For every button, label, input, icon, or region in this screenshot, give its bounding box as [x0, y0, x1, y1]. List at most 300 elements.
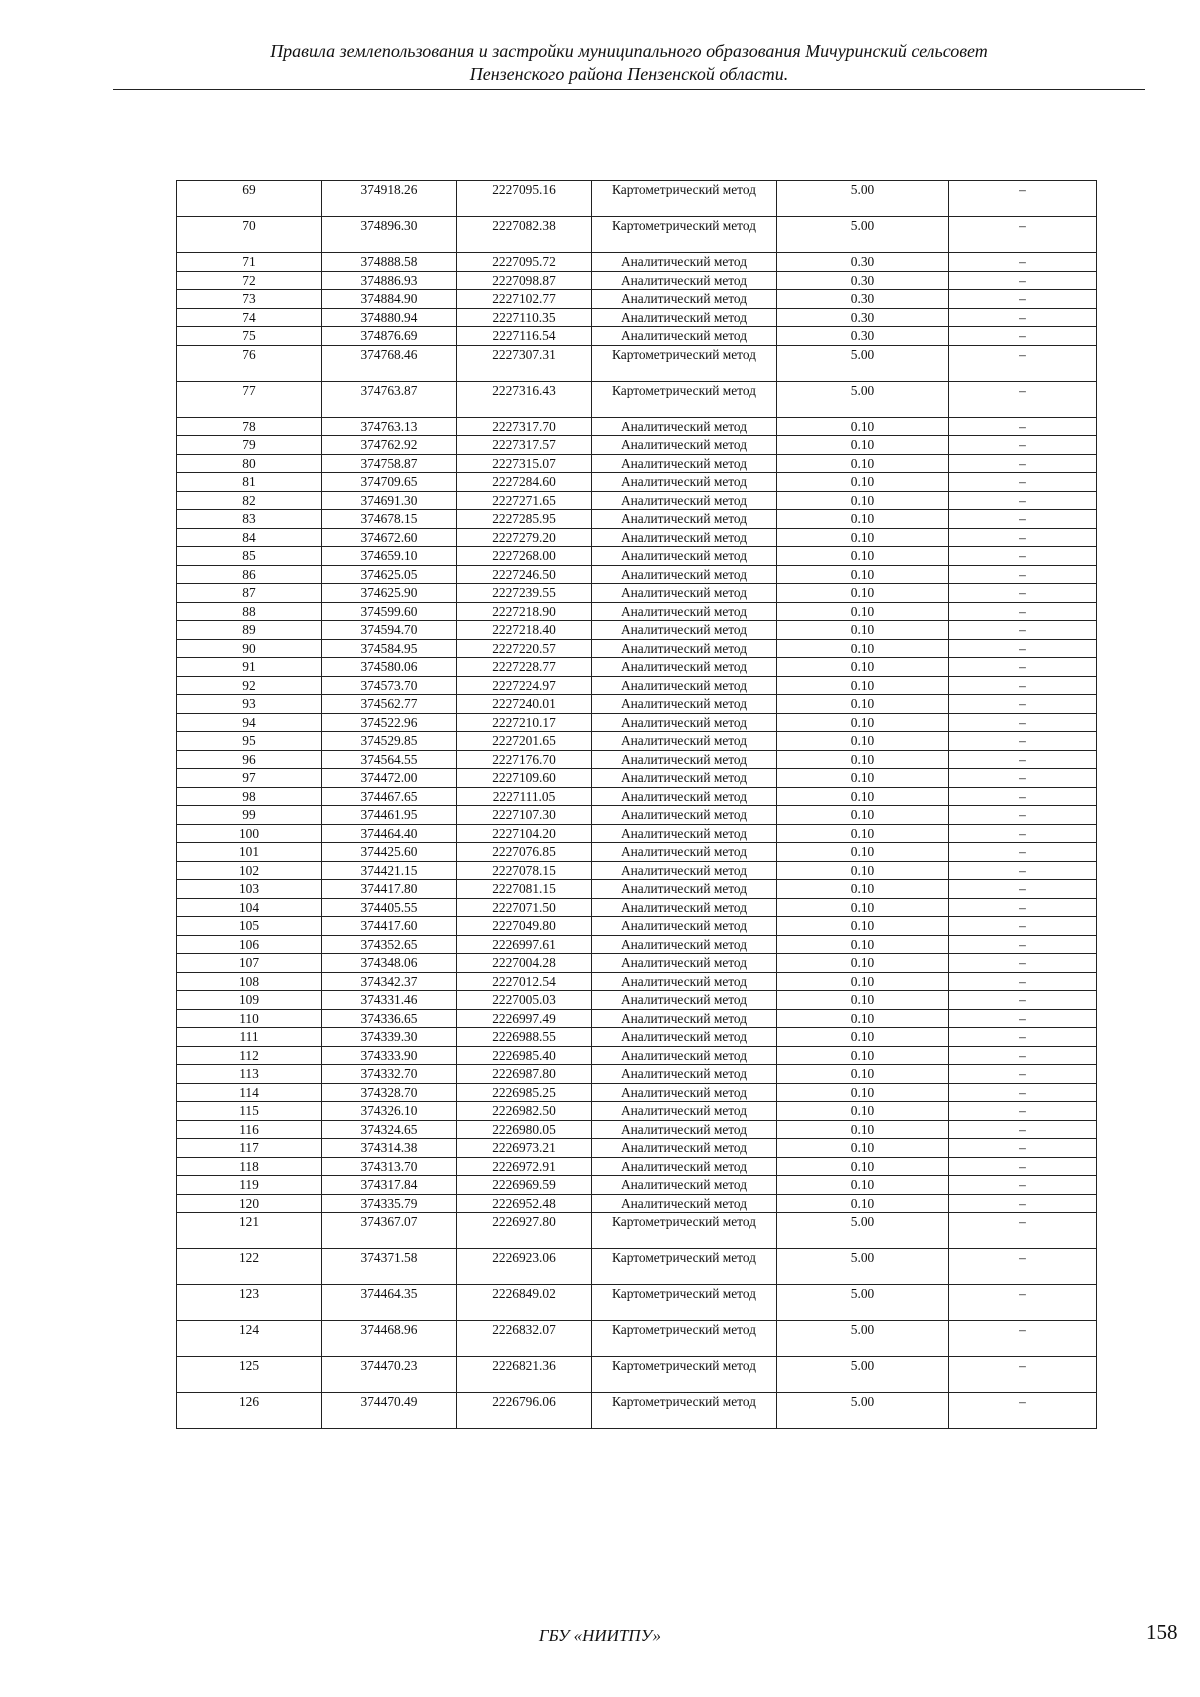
note-cell: – — [949, 843, 1097, 862]
table-row — [177, 565, 1097, 584]
point-number-cell: 126 — [177, 1393, 322, 1429]
accuracy-cell: 0.10 — [777, 713, 949, 732]
accuracy-cell: 0.10 — [777, 417, 949, 436]
note-cell: – — [949, 824, 1097, 843]
accuracy-cell: 0.10 — [777, 658, 949, 677]
note-cell: – — [949, 695, 1097, 714]
table-row — [177, 991, 1097, 1010]
y-coordinate-cell: 2226969.59 — [457, 1176, 592, 1195]
x-coordinate-cell: 374332.70 — [322, 1065, 457, 1084]
method-cell: Аналитический метод — [592, 880, 777, 899]
table-row — [177, 1194, 1097, 1213]
x-coordinate-cell: 374768.46 — [322, 345, 457, 381]
y-coordinate-cell: 2227239.55 — [457, 584, 592, 603]
page-number: 158 — [1146, 1620, 1178, 1644]
x-coordinate-cell: 374573.70 — [322, 676, 457, 695]
x-coordinate-cell: 374314.38 — [322, 1139, 457, 1158]
table-row — [177, 253, 1097, 272]
point-number-cell: 92 — [177, 676, 322, 695]
method-cell: Картометрический метод — [592, 217, 777, 253]
note-cell: – — [949, 972, 1097, 991]
y-coordinate-cell: 2226849.02 — [457, 1285, 592, 1321]
accuracy-cell: 5.00 — [777, 1213, 949, 1249]
method-cell: Аналитический метод — [592, 898, 777, 917]
x-coordinate-cell: 374417.80 — [322, 880, 457, 899]
accuracy-cell: 0.10 — [777, 1028, 949, 1047]
note-cell: – — [949, 1028, 1097, 1047]
accuracy-cell: 5.00 — [777, 181, 949, 217]
y-coordinate-cell: 2227317.70 — [457, 417, 592, 436]
method-cell: Аналитический метод — [592, 732, 777, 751]
y-coordinate-cell: 2227315.07 — [457, 454, 592, 473]
method-cell: Аналитический метод — [592, 436, 777, 455]
point-number-cell: 116 — [177, 1120, 322, 1139]
header-line-2: Пензенского района Пензенской области. — [469, 64, 789, 84]
x-coordinate-cell: 374758.87 — [322, 454, 457, 473]
point-number-cell: 104 — [177, 898, 322, 917]
accuracy-cell: 0.10 — [777, 861, 949, 880]
accuracy-cell: 0.10 — [777, 824, 949, 843]
accuracy-cell: 0.10 — [777, 565, 949, 584]
point-number-cell: 125 — [177, 1357, 322, 1393]
x-coordinate-cell: 374371.58 — [322, 1249, 457, 1285]
point-number-cell: 106 — [177, 935, 322, 954]
x-coordinate-cell: 374472.00 — [322, 769, 457, 788]
point-number-cell: 75 — [177, 327, 322, 346]
y-coordinate-cell: 2227246.50 — [457, 565, 592, 584]
note-cell: – — [949, 217, 1097, 253]
point-number-cell: 91 — [177, 658, 322, 677]
note-cell: – — [949, 621, 1097, 640]
accuracy-cell: 0.10 — [777, 1065, 949, 1084]
y-coordinate-cell: 2227317.57 — [457, 436, 592, 455]
point-number-cell: 120 — [177, 1194, 322, 1213]
y-coordinate-cell: 2227102.77 — [457, 290, 592, 309]
accuracy-cell: 0.10 — [777, 473, 949, 492]
note-cell: – — [949, 898, 1097, 917]
accuracy-cell: 0.10 — [777, 972, 949, 991]
x-coordinate-cell: 374352.65 — [322, 935, 457, 954]
method-cell: Аналитический метод — [592, 621, 777, 640]
method-cell: Аналитический метод — [592, 547, 777, 566]
method-cell: Аналитический метод — [592, 327, 777, 346]
document-header — [113, 40, 1145, 86]
accuracy-cell: 0.30 — [777, 327, 949, 346]
accuracy-cell: 0.10 — [777, 954, 949, 973]
table-row — [177, 1046, 1097, 1065]
point-number-cell: 110 — [177, 1009, 322, 1028]
x-coordinate-cell: 374625.05 — [322, 565, 457, 584]
point-number-cell: 76 — [177, 345, 322, 381]
accuracy-cell: 0.30 — [777, 253, 949, 272]
method-cell: Аналитический метод — [592, 695, 777, 714]
point-number-cell: 100 — [177, 824, 322, 843]
x-coordinate-cell: 374348.06 — [322, 954, 457, 973]
x-coordinate-cell: 374461.95 — [322, 806, 457, 825]
accuracy-cell: 5.00 — [777, 1321, 949, 1357]
table-row — [177, 454, 1097, 473]
y-coordinate-cell: 2227240.01 — [457, 695, 592, 714]
method-cell: Картометрический метод — [592, 1249, 777, 1285]
method-cell: Аналитический метод — [592, 1083, 777, 1102]
y-coordinate-cell: 2227271.65 — [457, 491, 592, 510]
accuracy-cell: 0.10 — [777, 547, 949, 566]
point-number-cell: 71 — [177, 253, 322, 272]
accuracy-cell: 0.10 — [777, 639, 949, 658]
accuracy-cell: 5.00 — [777, 1357, 949, 1393]
point-number-cell: 78 — [177, 417, 322, 436]
y-coordinate-cell: 2227111.05 — [457, 787, 592, 806]
note-cell: – — [949, 417, 1097, 436]
accuracy-cell: 0.10 — [777, 1194, 949, 1213]
point-number-cell: 70 — [177, 217, 322, 253]
accuracy-cell: 0.10 — [777, 1046, 949, 1065]
point-number-cell: 83 — [177, 510, 322, 529]
method-cell: Аналитический метод — [592, 1157, 777, 1176]
note-cell: – — [949, 713, 1097, 732]
accuracy-cell: 0.10 — [777, 602, 949, 621]
y-coordinate-cell: 2227005.03 — [457, 991, 592, 1010]
note-cell: – — [949, 345, 1097, 381]
table-row — [177, 769, 1097, 788]
point-number-cell: 103 — [177, 880, 322, 899]
note-cell: – — [949, 491, 1097, 510]
note-cell: – — [949, 1285, 1097, 1321]
point-number-cell: 105 — [177, 917, 322, 936]
y-coordinate-cell: 2226988.55 — [457, 1028, 592, 1047]
note-cell: – — [949, 528, 1097, 547]
x-coordinate-cell: 374468.96 — [322, 1321, 457, 1357]
point-number-cell: 98 — [177, 787, 322, 806]
point-number-cell: 101 — [177, 843, 322, 862]
table-row — [177, 510, 1097, 529]
point-number-cell: 109 — [177, 991, 322, 1010]
method-cell: Аналитический метод — [592, 1194, 777, 1213]
method-cell: Аналитический метод — [592, 713, 777, 732]
x-coordinate-cell: 374564.55 — [322, 750, 457, 769]
point-number-cell: 114 — [177, 1083, 322, 1102]
method-cell: Картометрический метод — [592, 1321, 777, 1357]
table-row — [177, 898, 1097, 917]
y-coordinate-cell: 2227082.38 — [457, 217, 592, 253]
point-number-cell: 119 — [177, 1176, 322, 1195]
table-row — [177, 1083, 1097, 1102]
table-row — [177, 1357, 1097, 1393]
header-line-1: Правила землепользования и застройки муниципального образования Мичуринский сельсовет — [270, 41, 988, 61]
table-row — [177, 1176, 1097, 1195]
x-coordinate-cell: 374876.69 — [322, 327, 457, 346]
method-cell: Картометрический метод — [592, 381, 777, 417]
table-row — [177, 1157, 1097, 1176]
point-number-cell: 97 — [177, 769, 322, 788]
y-coordinate-cell: 2227228.77 — [457, 658, 592, 677]
x-coordinate-cell: 374464.35 — [322, 1285, 457, 1321]
note-cell: – — [949, 547, 1097, 566]
method-cell: Аналитический метод — [592, 991, 777, 1010]
x-coordinate-cell: 374417.60 — [322, 917, 457, 936]
y-coordinate-cell: 2227104.20 — [457, 824, 592, 843]
point-number-cell: 69 — [177, 181, 322, 217]
x-coordinate-cell: 374884.90 — [322, 290, 457, 309]
point-number-cell: 72 — [177, 271, 322, 290]
y-coordinate-cell: 2227078.15 — [457, 861, 592, 880]
table-row — [177, 954, 1097, 973]
note-cell: – — [949, 1046, 1097, 1065]
method-cell: Картометрический метод — [592, 1357, 777, 1393]
point-number-cell: 99 — [177, 806, 322, 825]
x-coordinate-cell: 374470.49 — [322, 1393, 457, 1429]
footer-organization: ГБУ «НИИТПУ» — [538, 1626, 662, 1645]
note-cell: – — [949, 991, 1097, 1010]
y-coordinate-cell: 2226832.07 — [457, 1321, 592, 1357]
method-cell: Картометрический метод — [592, 345, 777, 381]
accuracy-cell: 0.10 — [777, 584, 949, 603]
x-coordinate-cell: 374331.46 — [322, 991, 457, 1010]
point-number-cell: 94 — [177, 713, 322, 732]
method-cell: Аналитический метод — [592, 954, 777, 973]
point-number-cell: 82 — [177, 491, 322, 510]
x-coordinate-cell: 374529.85 — [322, 732, 457, 751]
accuracy-cell: 5.00 — [777, 345, 949, 381]
accuracy-cell: 0.10 — [777, 676, 949, 695]
note-cell: – — [949, 454, 1097, 473]
x-coordinate-cell: 374335.79 — [322, 1194, 457, 1213]
y-coordinate-cell: 2227109.60 — [457, 769, 592, 788]
x-coordinate-cell: 374333.90 — [322, 1046, 457, 1065]
accuracy-cell: 0.10 — [777, 1083, 949, 1102]
table-row — [177, 1028, 1097, 1047]
table-row — [177, 676, 1097, 695]
note-cell: – — [949, 1157, 1097, 1176]
accuracy-cell: 0.10 — [777, 935, 949, 954]
note-cell: – — [949, 436, 1097, 455]
point-number-cell: 90 — [177, 639, 322, 658]
y-coordinate-cell: 2226982.50 — [457, 1102, 592, 1121]
table-row — [177, 436, 1097, 455]
y-coordinate-cell: 2227218.90 — [457, 602, 592, 621]
method-cell: Аналитический метод — [592, 491, 777, 510]
point-number-cell: 73 — [177, 290, 322, 309]
method-cell: Аналитический метод — [592, 935, 777, 954]
x-coordinate-cell: 374580.06 — [322, 658, 457, 677]
note-cell: – — [949, 954, 1097, 973]
method-cell: Аналитический метод — [592, 1009, 777, 1028]
accuracy-cell: 0.10 — [777, 1009, 949, 1028]
accuracy-cell: 0.10 — [777, 1120, 949, 1139]
note-cell: – — [949, 1321, 1097, 1357]
method-cell: Картометрический метод — [592, 181, 777, 217]
y-coordinate-cell: 2226927.80 — [457, 1213, 592, 1249]
y-coordinate-cell: 2226997.49 — [457, 1009, 592, 1028]
table-row — [177, 290, 1097, 309]
y-coordinate-cell: 2227201.65 — [457, 732, 592, 751]
note-cell: – — [949, 308, 1097, 327]
point-number-cell: 74 — [177, 308, 322, 327]
note-cell: – — [949, 1120, 1097, 1139]
method-cell: Аналитический метод — [592, 806, 777, 825]
method-cell: Аналитический метод — [592, 1046, 777, 1065]
x-coordinate-cell: 374886.93 — [322, 271, 457, 290]
method-cell: Аналитический метод — [592, 1139, 777, 1158]
table-row — [177, 1249, 1097, 1285]
table-row — [177, 528, 1097, 547]
note-cell: – — [949, 1213, 1097, 1249]
method-cell: Аналитический метод — [592, 972, 777, 991]
x-coordinate-cell: 374763.87 — [322, 381, 457, 417]
method-cell: Аналитический метод — [592, 1176, 777, 1195]
note-cell: – — [949, 750, 1097, 769]
note-cell: – — [949, 732, 1097, 751]
point-number-cell: 89 — [177, 621, 322, 640]
x-coordinate-cell: 374594.70 — [322, 621, 457, 640]
note-cell: – — [949, 381, 1097, 417]
note-cell: – — [949, 1009, 1097, 1028]
method-cell: Аналитический метод — [592, 861, 777, 880]
method-cell: Аналитический метод — [592, 1102, 777, 1121]
point-number-cell: 93 — [177, 695, 322, 714]
x-coordinate-cell: 374421.15 — [322, 861, 457, 880]
method-cell: Аналитический метод — [592, 271, 777, 290]
table-row — [177, 695, 1097, 714]
note-cell: – — [949, 253, 1097, 272]
note-cell: – — [949, 1176, 1097, 1195]
table-row — [177, 584, 1097, 603]
y-coordinate-cell: 2227176.70 — [457, 750, 592, 769]
x-coordinate-cell: 374763.13 — [322, 417, 457, 436]
accuracy-cell: 0.30 — [777, 308, 949, 327]
accuracy-cell: 5.00 — [777, 1285, 949, 1321]
header-divider — [113, 89, 1145, 90]
table-row — [177, 473, 1097, 492]
note-cell: – — [949, 861, 1097, 880]
method-cell: Аналитический метод — [592, 750, 777, 769]
method-cell: Аналитический метод — [592, 473, 777, 492]
point-number-cell: 81 — [177, 473, 322, 492]
table-row — [177, 602, 1097, 621]
y-coordinate-cell: 2227081.15 — [457, 880, 592, 899]
accuracy-cell: 0.10 — [777, 436, 949, 455]
accuracy-cell: 0.10 — [777, 917, 949, 936]
y-coordinate-cell: 2226985.40 — [457, 1046, 592, 1065]
y-coordinate-cell: 2226952.48 — [457, 1194, 592, 1213]
method-cell: Аналитический метод — [592, 843, 777, 862]
y-coordinate-cell: 2227012.54 — [457, 972, 592, 991]
note-cell: – — [949, 565, 1097, 584]
table-row — [177, 271, 1097, 290]
point-number-cell: 113 — [177, 1065, 322, 1084]
x-coordinate-cell: 374880.94 — [322, 308, 457, 327]
accuracy-cell: 0.10 — [777, 991, 949, 1010]
method-cell: Аналитический метод — [592, 454, 777, 473]
point-number-cell: 88 — [177, 602, 322, 621]
x-coordinate-cell: 374324.65 — [322, 1120, 457, 1139]
x-coordinate-cell: 374678.15 — [322, 510, 457, 529]
accuracy-cell: 0.30 — [777, 271, 949, 290]
method-cell: Аналитический метод — [592, 510, 777, 529]
y-coordinate-cell: 2227284.60 — [457, 473, 592, 492]
accuracy-cell: 0.10 — [777, 621, 949, 640]
method-cell: Аналитический метод — [592, 824, 777, 843]
table-row — [177, 658, 1097, 677]
y-coordinate-cell: 2227049.80 — [457, 917, 592, 936]
point-number-cell: 79 — [177, 436, 322, 455]
method-cell: Аналитический метод — [592, 787, 777, 806]
table-row — [177, 787, 1097, 806]
point-number-cell: 121 — [177, 1213, 322, 1249]
x-coordinate-cell: 374888.58 — [322, 253, 457, 272]
method-cell: Аналитический метод — [592, 290, 777, 309]
note-cell: – — [949, 271, 1097, 290]
table-row — [177, 861, 1097, 880]
accuracy-cell: 0.10 — [777, 1157, 949, 1176]
note-cell: – — [949, 510, 1097, 529]
note-cell: – — [949, 787, 1097, 806]
y-coordinate-cell: 2227218.40 — [457, 621, 592, 640]
x-coordinate-cell: 374522.96 — [322, 713, 457, 732]
method-cell: Аналитический метод — [592, 565, 777, 584]
accuracy-cell: 0.10 — [777, 1139, 949, 1158]
y-coordinate-cell: 2227107.30 — [457, 806, 592, 825]
x-coordinate-cell: 374464.40 — [322, 824, 457, 843]
x-coordinate-cell: 374405.55 — [322, 898, 457, 917]
y-coordinate-cell: 2227098.87 — [457, 271, 592, 290]
note-cell: – — [949, 473, 1097, 492]
note-cell: – — [949, 769, 1097, 788]
table-row — [177, 843, 1097, 862]
y-coordinate-cell: 2227110.35 — [457, 308, 592, 327]
table-row — [177, 1120, 1097, 1139]
method-cell: Аналитический метод — [592, 308, 777, 327]
point-number-cell: 85 — [177, 547, 322, 566]
accuracy-cell: 0.10 — [777, 491, 949, 510]
table-row — [177, 1321, 1097, 1357]
table-row — [177, 917, 1097, 936]
point-number-cell: 87 — [177, 584, 322, 603]
y-coordinate-cell: 2226821.36 — [457, 1357, 592, 1393]
point-number-cell: 108 — [177, 972, 322, 991]
y-coordinate-cell: 2226923.06 — [457, 1249, 592, 1285]
y-coordinate-cell: 2226985.25 — [457, 1083, 592, 1102]
table-row — [177, 1393, 1097, 1429]
table-row — [177, 1102, 1097, 1121]
table-row — [177, 972, 1097, 991]
x-coordinate-cell: 374762.92 — [322, 436, 457, 455]
accuracy-cell: 0.10 — [777, 880, 949, 899]
point-number-cell: 117 — [177, 1139, 322, 1158]
accuracy-cell: 5.00 — [777, 1393, 949, 1429]
y-coordinate-cell: 2227116.54 — [457, 327, 592, 346]
table-row — [177, 181, 1097, 217]
table-row — [177, 880, 1097, 899]
method-cell: Картометрический метод — [592, 1285, 777, 1321]
table-row — [177, 750, 1097, 769]
note-cell: – — [949, 917, 1097, 936]
table-row — [177, 621, 1097, 640]
point-number-cell: 123 — [177, 1285, 322, 1321]
coordinates-table-body — [177, 181, 1097, 1429]
method-cell: Аналитический метод — [592, 602, 777, 621]
point-number-cell: 118 — [177, 1157, 322, 1176]
method-cell: Аналитический метод — [592, 253, 777, 272]
table-row — [177, 381, 1097, 417]
note-cell: – — [949, 584, 1097, 603]
accuracy-cell: 0.10 — [777, 732, 949, 751]
note-cell: – — [949, 935, 1097, 954]
method-cell: Картометрический метод — [592, 1213, 777, 1249]
x-coordinate-cell: 374659.10 — [322, 547, 457, 566]
y-coordinate-cell: 2226796.06 — [457, 1393, 592, 1429]
method-cell: Аналитический метод — [592, 658, 777, 677]
